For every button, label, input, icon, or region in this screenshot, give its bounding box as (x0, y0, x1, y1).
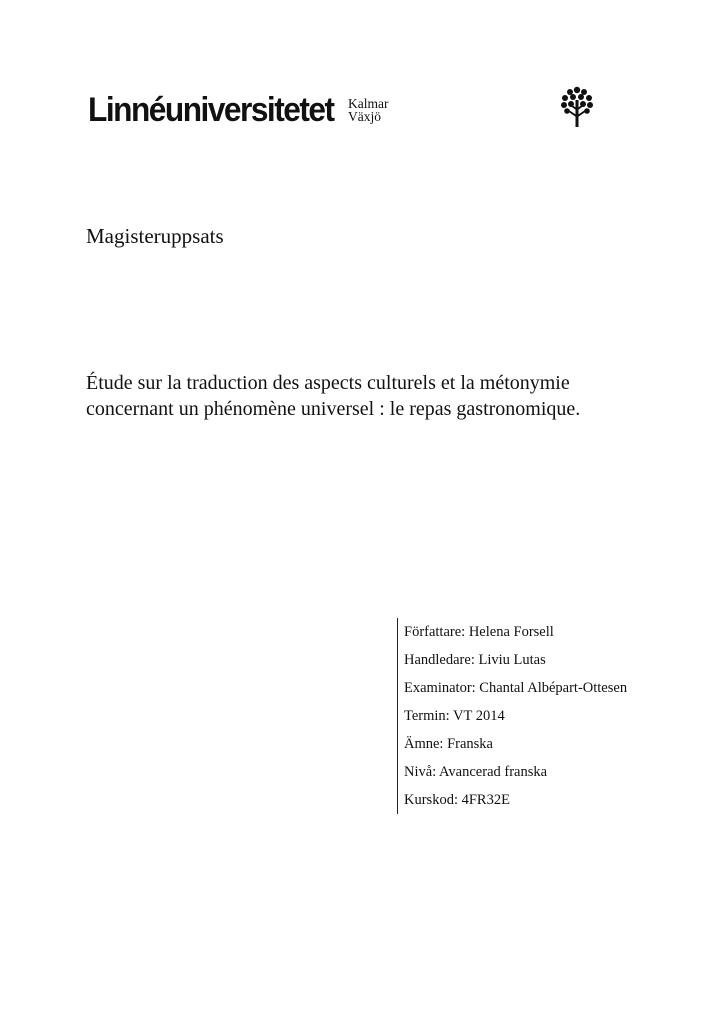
logo-city-vaxjo: Växjö (348, 109, 381, 124)
logo-cities (348, 97, 388, 123)
term-field: Termin: VT 2014 (404, 708, 505, 724)
university-logo (88, 91, 389, 132)
thesis-title-line-1: Étude sur la traduction des aspects culturels et la métonymie (86, 372, 570, 394)
thesis-title-line-2: concernant un phénomène universel : le repas gastronomique. (86, 398, 581, 420)
degree-type: Magisteruppsats (86, 224, 224, 248)
author-field: Författare: Helena Forsell (404, 624, 554, 640)
thesis-metadata (397, 618, 627, 814)
level-field: Nivå: Avancerad franska (404, 764, 548, 780)
supervisor-field: Handledare: Liviu Lutas (404, 652, 546, 668)
course-code-field: Kurskod: 4FR32E (404, 792, 510, 808)
subject-field: Ämne: Franska (404, 736, 493, 752)
thesis-title (86, 370, 646, 422)
tree-icon (560, 86, 594, 128)
logo-wordmark: Linnéuniversitetet (88, 91, 334, 129)
examiner-field: Examinator: Chantal Albépart-Ottesen (404, 680, 628, 696)
logo-city-kalmar: Kalmar (348, 96, 389, 111)
